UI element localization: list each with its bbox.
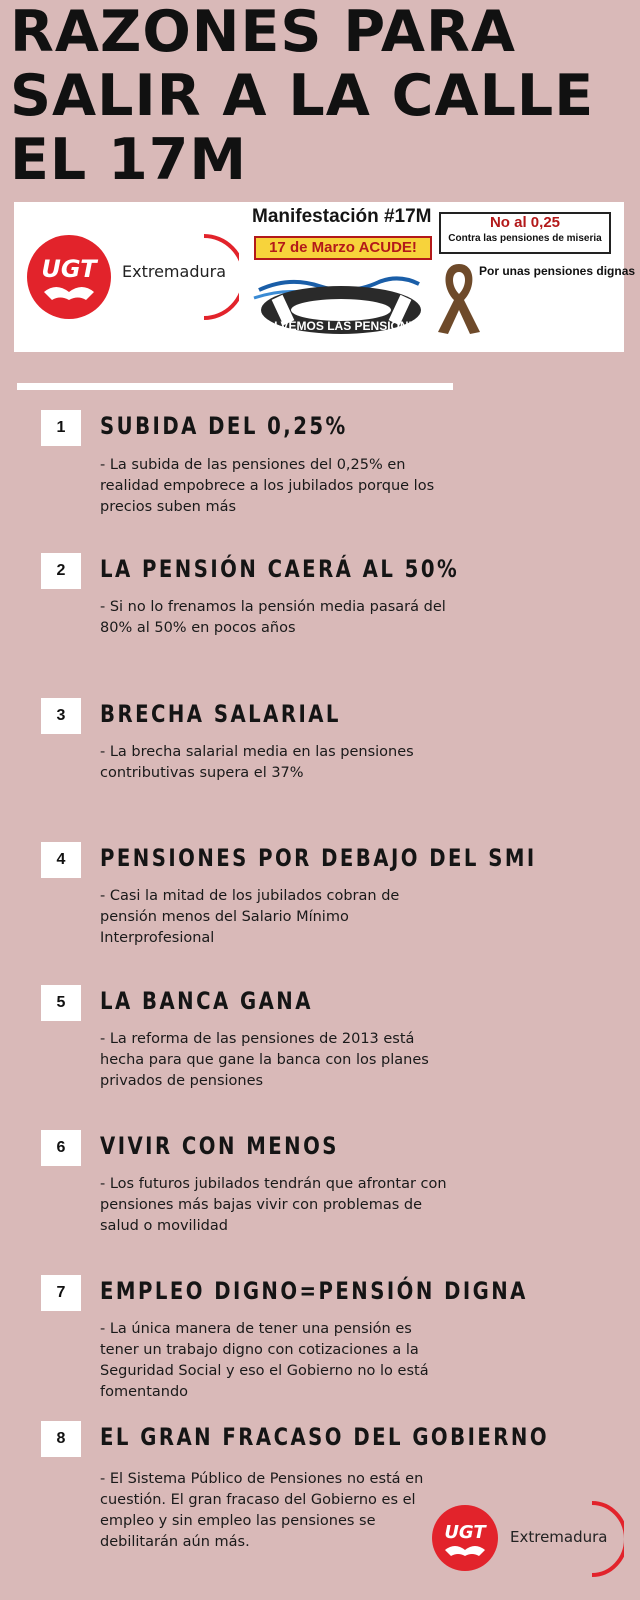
no-025-label: No al 0,25 [489, 214, 561, 231]
reason-description: - La brecha salarial media en las pensiones contributivas supera el 37% [100, 744, 414, 781]
reason-number: 8 [41, 1421, 81, 1457]
reason-number: 4 [41, 842, 81, 878]
reason-description: - El Sistema Público de Pensiones no está en cuestión. El gran fracaso del Gobierno es el empleo y sin empleo las pensiones se debilitarán aún más. [100, 1471, 424, 1550]
reason-description: - Los futuros jubilados tendrán que afrontar con pensiones más bajas vivir con problemas de salud o movilidad [100, 1176, 447, 1234]
manifestacion-date: 17 de Marzo ACUDE! [254, 236, 432, 260]
header-banner [14, 202, 636, 352]
no-025-box [439, 212, 611, 254]
manifestacion-title: Manifestación #17M [252, 206, 432, 227]
no-025-sublabel: Contra las pensiones de miseria [448, 233, 602, 244]
lifebuoy-icon [249, 260, 429, 338]
reason-title: BRECHA SALARIAL [100, 700, 341, 728]
reason-number: 2 [41, 553, 81, 589]
ugt-logo [24, 232, 114, 322]
red-arc-icon [199, 232, 239, 322]
reason-description: - La única manera de tener una pensión es tener un trabajo digno con cotizaciones a la Seguridad Social y eso el Gobierno no lo está fomentando [100, 1321, 429, 1400]
reason-number: 1 [41, 410, 81, 446]
title-line-3: EL 17M [10, 127, 248, 193]
reason-description: - La subida de las pensiones del 0,25% en realidad empobrece a los jubilados porque los precios suben más [100, 457, 435, 515]
reason-title: PENSIONES POR DEBAJO DEL SMI [100, 844, 537, 872]
ugt-logo-text: UGT [444, 1522, 486, 1543]
reason-title: SUBIDA DEL 0,25% [100, 412, 348, 440]
reason-title: LA PENSIÓN CAERÁ AL 50% [100, 555, 460, 583]
reason-number: 6 [41, 1130, 81, 1166]
ribbon-icon [434, 258, 484, 336]
reason-number: 7 [41, 1275, 81, 1311]
section-divider [17, 383, 453, 390]
pensiones-dignas-label: Por unas pensiones dignas [479, 264, 636, 278]
reason-title: VIVIR CON MENOS [100, 1132, 339, 1160]
lifebuoy-text: SALVEMOS LAS PENSIONES [257, 319, 425, 333]
banner-region-label: Extremadura [122, 262, 226, 281]
reason-description: - Si no lo frenamos la pensión media pasará del 80% al 50% en pocos años [100, 599, 446, 636]
reason-number: 5 [41, 985, 81, 1021]
reason-title: EL GRAN FRACASO DEL GOBIERNO [100, 1423, 550, 1451]
red-arc-icon [588, 1500, 624, 1578]
title-line-2: SALIR A LA CALLE [10, 63, 595, 129]
title-line-1: RAZONES PARA [10, 0, 516, 65]
ugt-logo [430, 1503, 500, 1573]
reason-description: - Casi la mitad de los jubilados cobran de pensión menos del Salario Mínimo Interprofesional [100, 888, 400, 946]
ugt-logo-text: UGT [41, 255, 97, 283]
reason-title: LA BANCA GANA [100, 987, 313, 1015]
page-title [10, 0, 630, 192]
footer-logo [428, 1500, 628, 1580]
reason-title: EMPLEO DIGNO=PENSIÓN DIGNA [100, 1277, 528, 1305]
reason-description: - La reforma de las pensiones de 2013 está hecha para que gane la banca con los planes privados de pensiones [100, 1031, 429, 1089]
reason-number: 3 [41, 698, 81, 734]
footer-region-label: Extremadura [510, 1528, 608, 1546]
